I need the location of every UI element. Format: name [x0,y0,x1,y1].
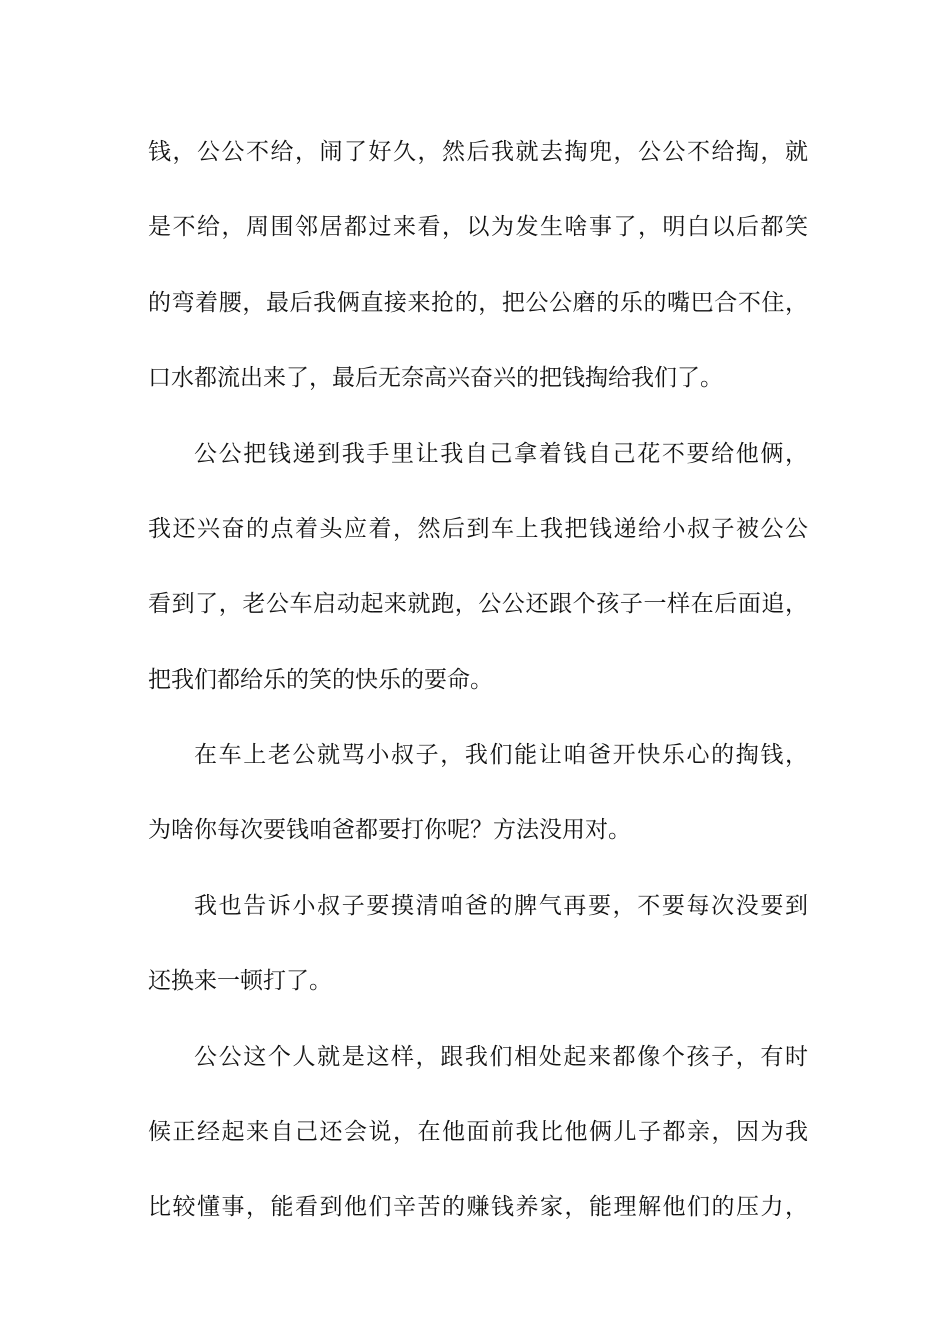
text-line-8: 把我们都给乐的笑的快乐的要命。 [148,667,493,693]
text-line-14: 候正经起来自己还会说，在他面前我比他俩儿子都亲，因为我 [148,1119,808,1145]
text-line-11: 我也告诉小叔子要摸清咱爸的脾气再要，不要每次没要到 [194,893,808,919]
text-line-10: 为啥你每次要钱咱爸都要打你呢？方法没用对。 [148,817,631,843]
text-line-5: 公公把钱递到我手里让我自己拿着钱自己花不要给他俩， [194,441,808,467]
text-line-12: 还换来一顿打了。 [148,968,332,994]
text-line-6: 我还兴奋的点着头应着，然后到车上我把钱递给小叔子被公公 [148,516,808,542]
text-line-7: 看到了，老公车启动起来就跑，公公还跟个孩子一样在后面追， [148,591,808,617]
text-line-4: 口水都流出来了，最后无奈高兴奋兴的把钱掏给我们了。 [148,365,723,391]
text-line-9: 在车上老公就骂小叔子，我们能让咱爸开快乐心的掏钱， [194,742,808,768]
text-line-13: 公公这个人就是这样，跟我们相处起来都像个孩子，有时 [194,1044,808,1070]
text-line-2: 是不给，周围邻居都过来看，以为发生啥事了，明白以后都笑 [148,214,808,240]
text-line-15: 比较懂事，能看到他们辛苦的赚钱养家，能理解他们的压力， [148,1194,808,1220]
text-line-3: 的弯着腰，最后我俩直接来抢的，把公公磨的乐的嘴巴合不住， [148,290,808,316]
text-line-1: 钱，公公不给，闹了好久，然后我就去掏兜，公公不给掏，就 [148,139,808,165]
